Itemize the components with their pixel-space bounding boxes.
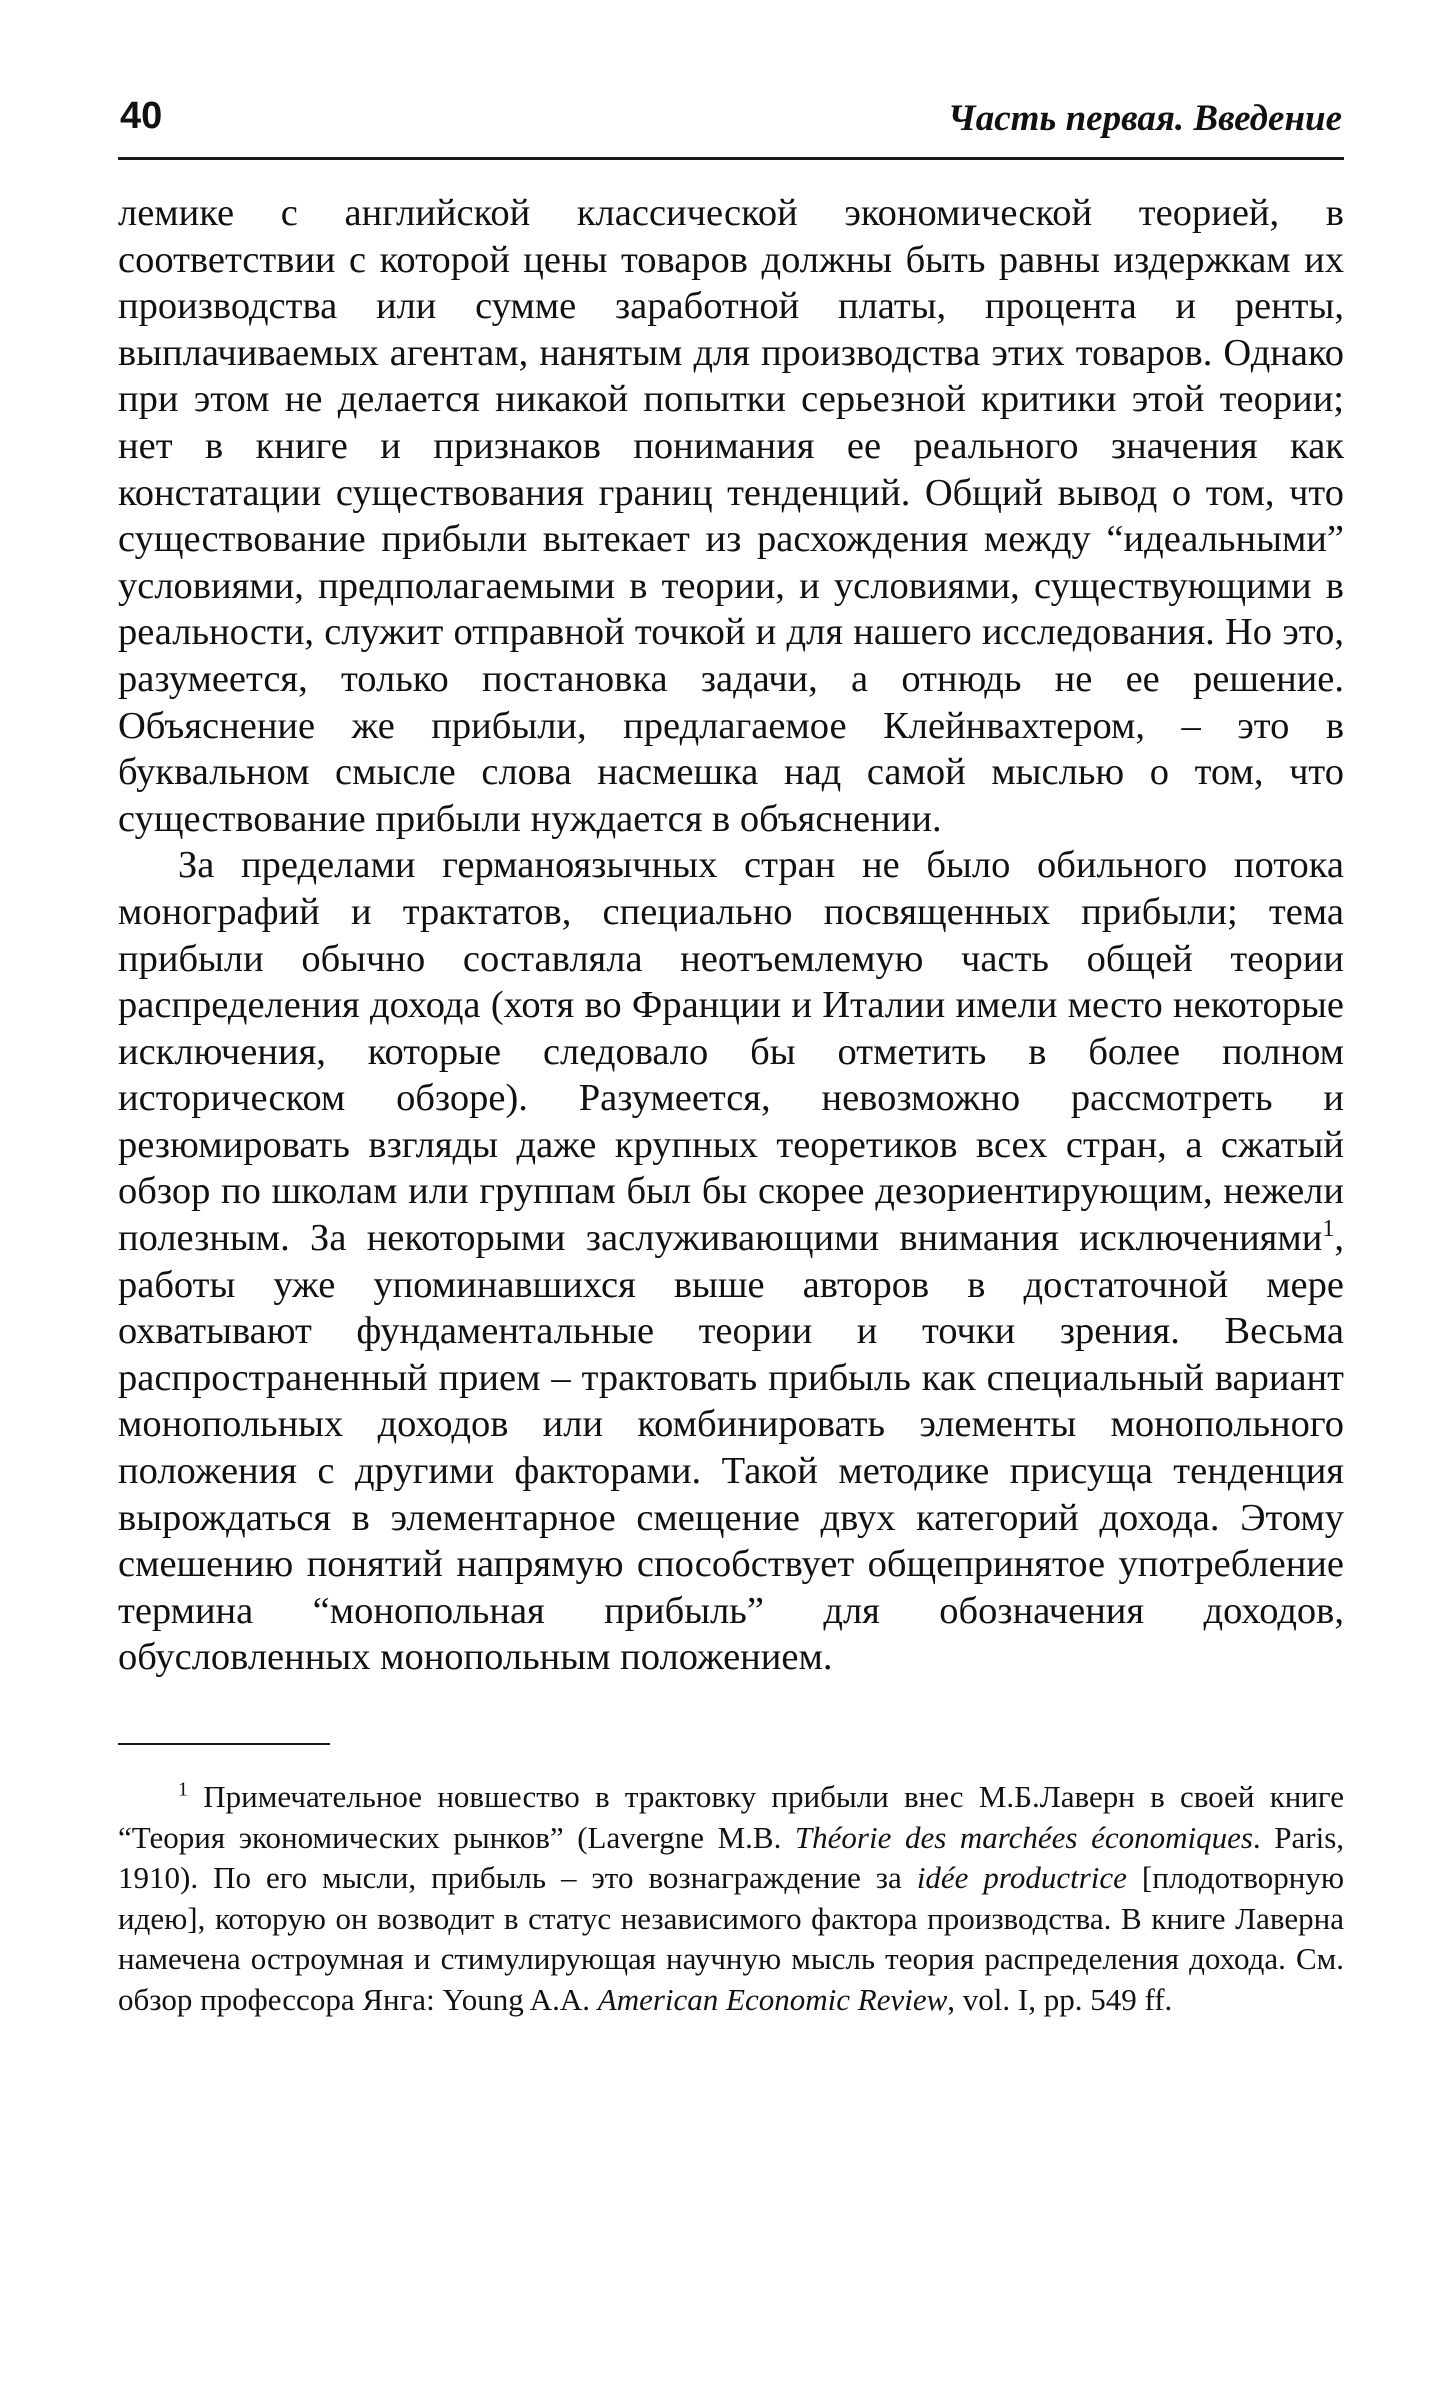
footnote-journal-title: American Economic Review — [597, 1981, 948, 2017]
paragraph-2-text-start: За пределами германоязычных стран не было обильного потока монографий и трактатов, специально посвященных прибыли; тема прибыли обычно составляла неотъемлемую часть общей теории распределения дохода (хотя во Франции и Италии имели место некоторые исключения, которые следовало бы отметить в более полном историческом обзоре). Разумеется, невозможно рассмотреть и резюмировать взгляды даже крупных теоретиков всех стран, а сжатый обзор по школам или группам был бы скорее дезориентирующим, нежели полезным. За некоторыми заслуживающими внимания исключениями — [118, 844, 1344, 1260]
footnote-1 — [118, 1777, 1344, 2020]
footnote-book-title: Théorie des marchées économiques — [794, 1819, 1253, 1855]
running-head — [118, 95, 1344, 160]
main-text — [118, 190, 1344, 1681]
footnote-text-part-3: [плодотворную идею], которую он возводит в статус независимого фактора производства. В книге Лаверна намечена остроумная и стимулирующая научную мысль теория распределения дохода. См. обзор профессора Янга: Young A.A. — [118, 1860, 1344, 2017]
footnote-divider — [118, 1743, 330, 1745]
footnote-latin-term: idée productrice — [916, 1860, 1127, 1895]
paragraph-2-text-end: , работы уже упоминавшихся выше авторов в достаточной мере охватывают фундаментальные теории и точки зрения. Весьма распространенный прием – трактовать прибыль как специальный вариант монопольных доходов или комбинировать элементы монопольного положения с другими факторами. Такой методике присуща тенденция вырождаться в элементарное смещение двух категорий дохода. Этому смешению понятий напрямую способствует общепринятое употребление термина “монопольная прибыль” для обозначения доходов, обусловленных монопольным положением. — [118, 1217, 1344, 1679]
section-title: Часть первая. Введение — [948, 98, 1342, 139]
footnote-reference-1[interactable]: 1 — [1322, 1216, 1335, 1243]
book-page — [118, 95, 1344, 2325]
page-number: 40 — [120, 95, 163, 137]
paragraph-1: лемике с английской классической экономической теорией, в соответствии с которой цены товаров должны быть равны издержкам их производства или сумме заработной платы, процента и ренты, выплачиваемых агентам, нанятым для производства этих товаров. Однако при этом не делается никакой попытки серьезной критики этой теории; нет в книге и признаков понимания ее реального значения как констатации существования границ тенденций. Общий вывод о том, что существование прибыли вытекает из расхождения между “идеальными” условиями, предполагаемыми в теории, и условиями, существующими в реальности, служит отправной точкой и для нашего исследования. Но это, разумеется, только постановка задачи, а отнюдь не ее решение. Объяснение же прибыли, предлагаемое Клейнвахтером, – это в буквальном смысле слова насмешка над самой мыслью о том, что существование прибыли нуждается в объяснении. — [118, 192, 1344, 840]
footnote-text-part-4: , vol. I, pp. 549 ff. — [947, 1981, 1173, 2017]
footnote-marker: 1 — [178, 1778, 188, 1801]
footnote-text-part-1: Примечательное новшество в трактовку прибыли внес М.Б.Лаверн в своей книге “Теория экономических рынков” (Lavergne M.B. — [118, 1779, 1344, 1855]
footnote-text-part-2: . Paris, 1910). По его мысли, прибыль – это вознаграждение за — [118, 1819, 1345, 1895]
paragraph-2 — [118, 842, 1344, 1681]
